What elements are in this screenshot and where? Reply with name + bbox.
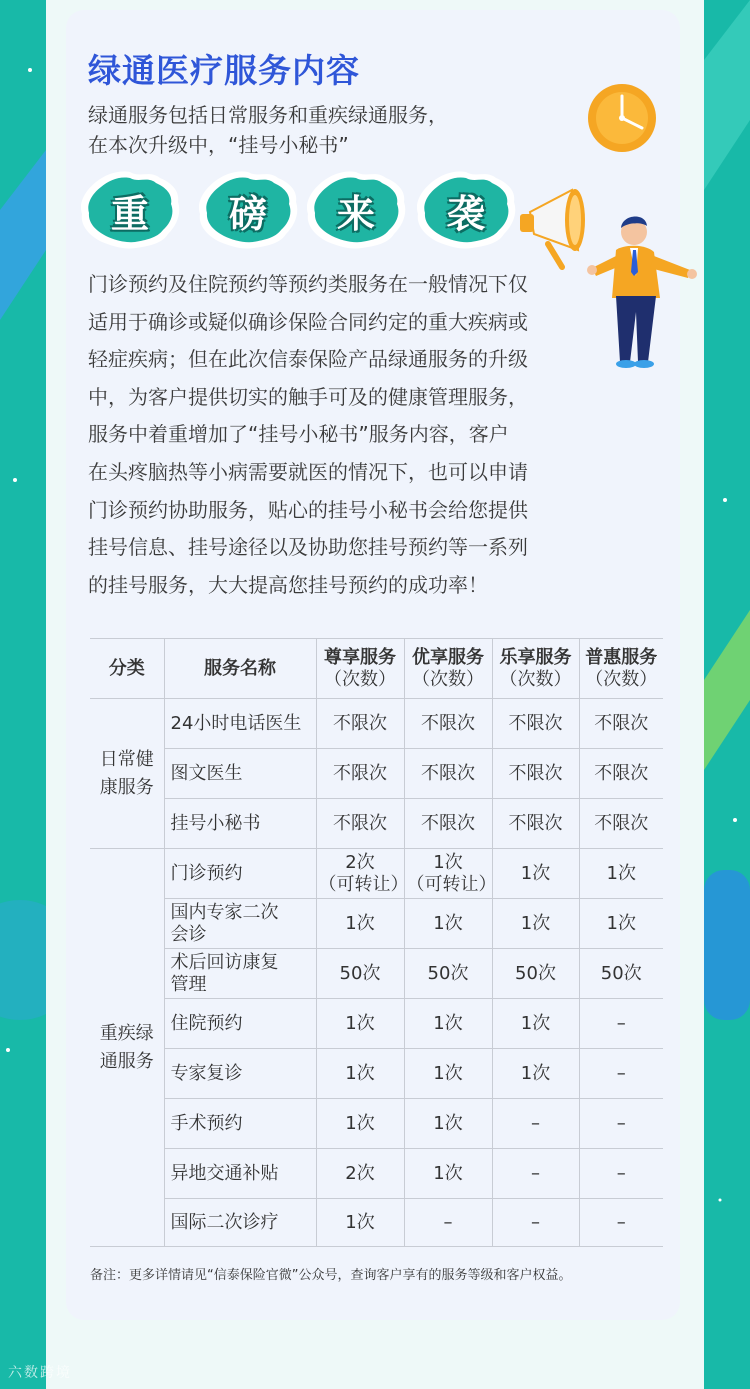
value-cell: 50次 [404,949,492,999]
value-cell: 不限次 [492,799,579,849]
table-row [90,949,663,999]
badge-4 [414,170,518,250]
intro-text [88,100,508,160]
header-tier1: 尊享服务 （次数） [316,639,404,699]
body-line: 轻症疾病；但在此次信泰保险产品绿通服务的升级 [88,347,528,372]
value-cell: – [492,1149,579,1199]
value-cell: 2次 （可转让） [316,849,404,899]
value-cell: – [579,999,663,1049]
table-row [90,1099,663,1149]
header-tier3: 乐享服务 （次数） [492,639,579,699]
table-row [90,1149,663,1199]
value-cell: 2次 [316,1149,404,1199]
value-cell: 1次 [316,999,404,1049]
value-cell: 不限次 [316,749,404,799]
value-cell: 1次 [492,899,579,949]
service-name-cell: 挂号小秘书 [164,799,316,849]
value-cell: 1次 [404,999,492,1049]
value-cell: 1次 [316,899,404,949]
footnote: 备注：更多详情请见“信泰保险官微”公众号，查询客户享有的服务等级和客户权益。 [90,1268,572,1283]
value-cell: 不限次 [492,749,579,799]
table-row [90,799,663,849]
value-cell: 1次 [316,1199,404,1247]
value-cell: 不限次 [579,799,663,849]
badge-text: 重 [110,191,149,236]
body-line: 的挂号服务，大大提高您挂号预约的成功率！ [88,572,488,597]
badge-text: 磅 [228,191,267,236]
value-cell: 1次 [579,899,663,949]
service-table-container [90,638,663,1247]
page-title: 绿通医疗服务内容 [88,51,360,90]
value-cell: 1次 [492,999,579,1049]
value-cell: 1次 [316,1099,404,1149]
value-cell: 50次 [579,949,663,999]
intro-line: 在本次升级中，“挂号小秘书” [88,133,349,157]
body-line: 挂号信息、挂号途径以及协助您挂号预约等一系列 [88,535,528,560]
table-body [90,699,663,1247]
body-line: 服务中着重增加了“挂号小秘书”服务内容，客户 [88,422,509,447]
table-row [90,849,663,899]
service-name-cell: 24小时电话医生 [164,699,316,749]
value-cell: 不限次 [404,749,492,799]
value-cell: 1次 [492,849,579,899]
table-row [90,1199,663,1247]
service-name-cell: 门诊预约 [164,849,316,899]
value-cell: – [579,1149,663,1199]
value-cell: 1次 [492,1049,579,1099]
table-row [90,999,663,1049]
value-cell: 不限次 [316,699,404,749]
value-cell: – [492,1199,579,1247]
body-paragraph [88,266,588,604]
table-header-row [90,639,663,699]
value-cell: – [579,1049,663,1099]
table-row [90,899,663,949]
header-category: 分类 [90,639,164,699]
watermark: 六数跨境 [8,1365,72,1381]
value-cell: – [492,1099,579,1149]
body-line: 门诊预约及住院预约等预约类服务在一般情况下仅 [88,272,528,296]
value-cell: 不限次 [404,699,492,749]
category-cell: 重疾绿 通服务 [90,849,164,1247]
service-name-cell: 异地交通补贴 [164,1149,316,1199]
service-table [90,638,663,1247]
value-cell: 50次 [492,949,579,999]
value-cell: 50次 [316,949,404,999]
badge-2 [196,170,300,250]
service-name-cell: 图文医生 [164,749,316,799]
value-cell: 不限次 [316,799,404,849]
value-cell: – [579,1099,663,1149]
badge-text: 袭 [446,191,485,236]
badge-text: 来 [336,191,375,236]
value-cell: 1次 [404,1049,492,1099]
category-cell: 日常健 康服务 [90,699,164,849]
body-line: 中，为客户提供切实的触手可及的健康管理服务， [88,384,528,409]
service-name-cell: 国内专家二次 会诊 [164,899,316,949]
service-name-cell: 专家复诊 [164,1049,316,1099]
header-tier2: 优享服务 （次数） [404,639,492,699]
value-cell: 不限次 [492,699,579,749]
body-line: 门诊预约协助服务，贴心的挂号小秘书会给您提供 [88,497,528,522]
value-cell: 1次 [404,1099,492,1149]
value-cell: – [404,1199,492,1247]
service-name-cell: 手术预约 [164,1099,316,1149]
value-cell: 1次 （可转让） [404,849,492,899]
badge-1 [78,170,182,250]
value-cell: 不限次 [579,749,663,799]
value-cell: 1次 [404,899,492,949]
value-cell: 1次 [316,1049,404,1099]
header-service: 服务名称 [164,639,316,699]
table-row [90,749,663,799]
header-tier4: 普惠服务 （次数） [579,639,663,699]
value-cell: – [579,1199,663,1247]
value-cell: 1次 [579,849,663,899]
value-cell: 1次 [404,1149,492,1199]
table-row [90,1049,663,1099]
body-line: 适用于确诊或疑似确诊保险合同约定的重大疾病或 [88,309,528,334]
value-cell: 不限次 [579,699,663,749]
intro-line: 绿通服务包括日常服务和重疾绿通服务， [88,103,448,127]
badge-3 [304,170,408,250]
service-name-cell: 国际二次诊疗 [164,1199,316,1247]
service-name-cell: 住院预约 [164,999,316,1049]
table-row [90,699,663,749]
body-line: 在头疼脑热等小病需要就医的情况下，也可以申请 [88,459,528,484]
value-cell: 不限次 [404,799,492,849]
service-name-cell: 术后回访康复 管理 [164,949,316,999]
